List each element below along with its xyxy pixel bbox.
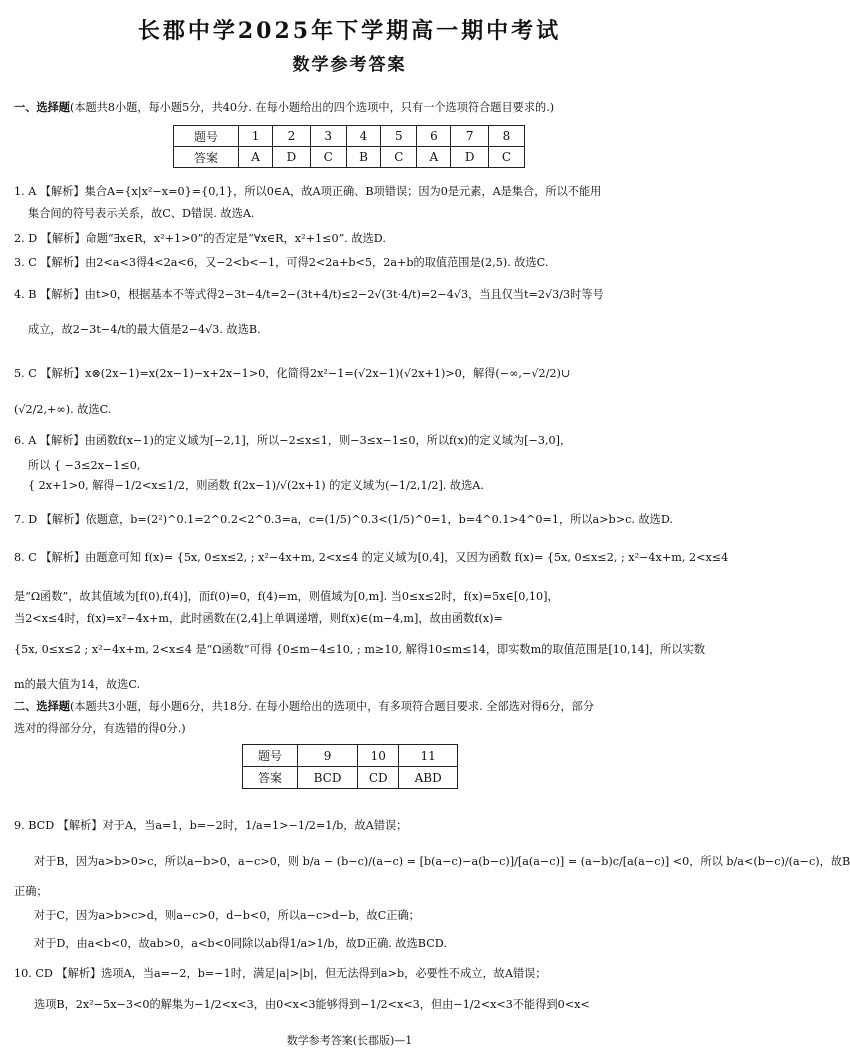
table1-answer: A — [239, 147, 273, 168]
q9-line: 正确； — [14, 885, 48, 898]
table1-number: 3 — [310, 126, 346, 147]
table1-answer-header: 答案 — [174, 147, 239, 168]
q6-line: 6. A 【解析】由函数f(x−1)的定义域为[−2,1]，所以−2≤x≤1，则−3≤x−1≤0，所以f(x)的定义域为[−3,0]， — [14, 434, 572, 447]
q8-line: 8. C 【解析】由题意可知 f(x)= {5x, 0≤x≤2, ; x²−4x+m, 2<x≤4 的定义域为[0,4]，又因为函数 f(x)= {5x, 0≤x≤2, ; x²−4x+m, 2<x≤4 — [14, 551, 729, 564]
table1-answer: C — [381, 147, 417, 168]
table2-answer-header: 答案 — [243, 767, 298, 789]
page-title: 长郡中学2025年下学期高一期中考试 — [137, 18, 562, 44]
q1-line: 集合间的符号表示关系，故C、D错误. 故选A. — [28, 207, 255, 220]
table1-number: 2 — [273, 126, 311, 147]
table1-answer: A — [417, 147, 451, 168]
table1-answer: D — [451, 147, 489, 168]
table2-answer: CD — [358, 767, 399, 789]
table2-answer: ABD — [399, 767, 458, 789]
q9-line: 对于D，由a<b<0，故ab>0，a<b<0同除以ab得1/a>1/b，故D正确. 故选BCD. — [34, 937, 447, 950]
answer-table-2 — [242, 744, 458, 789]
q8-line: {5x, 0≤x≤2 ; x²−4x+m, 2<x≤4 是“Ω函数”可得 {0≤m−4≤10, ; m≥10, 解得10≤m≤14，即实数m的取值范围是[10,14]，所以实数 — [14, 643, 706, 656]
table1-number: 7 — [451, 126, 489, 147]
table1-number: 1 — [239, 126, 273, 147]
table2-number: 11 — [399, 745, 458, 767]
page-subtitle: 数学参考答案 — [292, 55, 407, 75]
section2-note-line: 选对的得部分分，有选错的得0分.) — [14, 722, 186, 735]
q2-line: 2. D 【解析】命题“∃x∈R，x²+1>0”的否定是“∀x∈R，x²+1≤0”. 故选D. — [14, 232, 386, 245]
table2-number-header: 题号 — [243, 745, 298, 767]
q9-line: 对于C，因为a>b>c>d，则a−c>0，d−b<0，所以a−c>d−b，故C正确； — [34, 909, 420, 922]
table2-number: 10 — [358, 745, 399, 767]
table1-answer: D — [273, 147, 311, 168]
q7-line: 7. D 【解析】依题意，b=(2²)^0.1=2^0.2<2^0.3=a，c=(1/5)^0.3<(1/5)^0=1，b=4^0.1>4^0=1，所以a>b>c. 故选D. — [14, 513, 673, 526]
section1-heading-line — [14, 100, 686, 115]
q9-line: 对于B，因为a>b>0>c，所以a−b>0，a−c>0，则 b/a − (b−c)/(a−c) = [b(a−c)−a(b−c)]/[a(a−c)] = (a−b)c/[a(a−c)] <0，所以 b/a<(b−c)/(a−c)，故B — [34, 855, 850, 868]
q4-line: 4. B 【解析】由t>0，根据基本不等式得2−3t−4/t=2−(3t+4/t)≤2−2√(3t·4/t)=2−4√3，当且仅当t=2√3/3时等号 — [14, 288, 604, 301]
q6-line: { 2x+1>0, 解得−1/2<x≤1/2，则函数 f(2x−1)/√(2x+1) 的定义域为(−1/2,1/2]. 故选A. — [28, 479, 484, 492]
table1-number-header: 题号 — [174, 126, 239, 147]
q4-line: 成立，故2−3t−4/t的最大值是2−4√3. 故选B. — [28, 323, 261, 336]
section2-heading-line — [14, 699, 686, 714]
table2-number: 9 — [298, 745, 358, 767]
q3-line: 3. C 【解析】由2<a<3得4<2a<6，又−2<b<−1，可得2<2a+b<5，2a+b的取值范围是(2,5). 故选C. — [14, 256, 549, 269]
page-footer: 数学参考答案(长郡版)—1 — [286, 1034, 413, 1047]
q10-line: 选项B，2x²−5x−3<0的解集为−1/2<x<3，由0<x<3能够得到−1/2<x<3，但由−1/2<x<3不能得到0<x< — [34, 998, 590, 1011]
section2-heading: 二、选择题 — [14, 699, 70, 713]
table1-number: 6 — [417, 126, 451, 147]
section2-note: (本题共3小题，每小题6分，共18分. 在每小题给出的选项中，有多项符合题目要求. 全部选对得6分，部分 — [69, 700, 595, 713]
q10-line: 10. CD 【解析】选项A，当a=−2，b=−1时，满足|a|>|b|，但无法得到a>b，必要性不成立，故A错误； — [14, 967, 547, 980]
table1-number: 5 — [381, 126, 417, 147]
q1-line: 1. A 【解析】集合A={x|x²−x=0}={0,1}，所以0∈A，故A项正确、B项错误；因为0是元素，A是集合，所以不能用 — [14, 185, 602, 198]
section1-heading: 一、选择题 — [14, 100, 70, 114]
table1-number: 8 — [488, 126, 524, 147]
q8-line: m的最大值为14，故选C. — [14, 678, 141, 691]
q5-line: 5. C 【解析】x⊗(2x−1)=x(2x−1)−x+2x−1>0，化简得2x²−1=(√2x−1)(√2x+1)>0，解得(−∞,−√2/2)∪ — [14, 367, 571, 380]
table1-answer: B — [346, 147, 381, 168]
q5-line: (√2/2,+∞). 故选C. — [14, 403, 112, 416]
section1-note: (本题共8小题，每小题5分，共40分. 在每小题给出的四个选项中，只有一个选项符合题目要求的.) — [69, 101, 555, 114]
answer-table-1 — [173, 125, 525, 168]
q8-line: 是“Ω函数”，故其值域为[f(0),f(4)]，而f(0)=0，f(4)=m，则值域为[0,m]. 当0≤x≤2时，f(x)=5x∈[0,10]， — [14, 590, 559, 603]
table2-answer: BCD — [298, 767, 358, 789]
q6-line: 所以 { −3≤2x−1≤0, — [28, 459, 141, 472]
q9-line: 9. BCD 【解析】对于A，当a=1，b=−2时，1/a=1>−1/2=1/b，故A错误； — [14, 819, 408, 832]
table1-answer: C — [310, 147, 346, 168]
q8-line: 当2<x≤4时，f(x)=x²−4x+m，此时函数在(2,4]上单调递增，则f(x)∈(m−4,m]，故由函数f(x)= — [14, 612, 503, 625]
table1-number: 4 — [346, 126, 381, 147]
table1-answer: C — [488, 147, 524, 168]
